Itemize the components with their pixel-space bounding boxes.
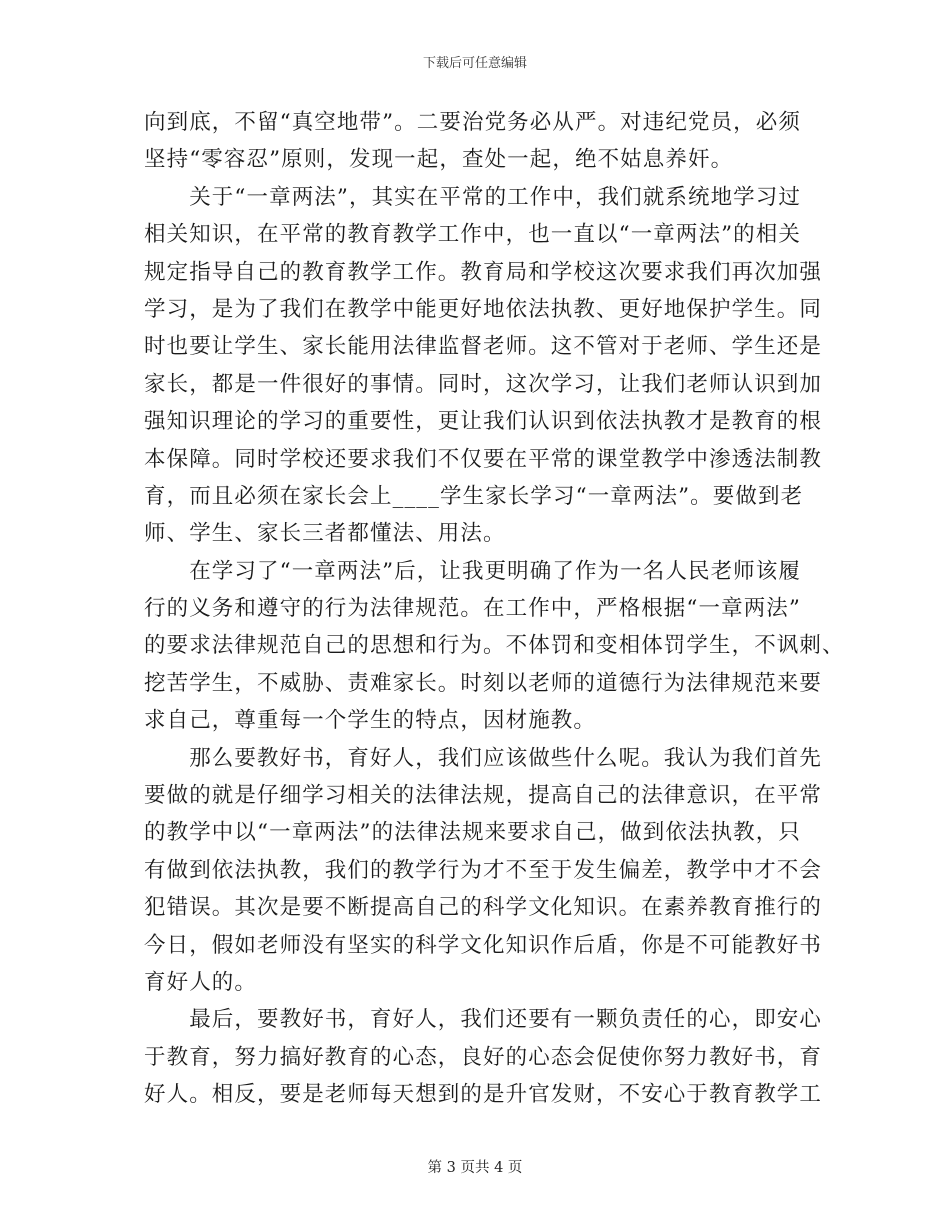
text-line: 家长，都是一件很好的事情。同时，这次学习，让我们老师认识到加 (144, 371, 823, 397)
text-line: 本保障。同时学校还要求我们不仅要在平常的课堂教学中渗透法制教 (144, 446, 823, 472)
page-footer: 第 3 页共 4 页 (427, 1160, 523, 1176)
text-line: 求自己，尊重每一个学生的特点，因材施教。 (144, 708, 597, 734)
text-line: 挖苦学生，不威胁、责难家长。时刻以老师的道德行为法律规范来要 (144, 670, 823, 696)
text-line: 育，而且必须在家长会上____学生家长学习“一章两法”。要做到老 (144, 483, 804, 509)
text-line: 行的义务和遵守的行为法律规范。在工作中，严格根据“一章两法” (144, 596, 801, 622)
text-line: 时也要让学生、家长能用法律监督老师。这不管对于老师、学生还是 (144, 334, 823, 360)
text-line: 强知识理论的学习的重要性，更让我们认识到依法执教才是教育的根 (144, 409, 823, 435)
text-line: 育好人的。 (144, 969, 258, 995)
text-line: 在学习了“一章两法”后，让我更明确了作为一名人民老师该履 (144, 558, 801, 584)
text-line: 相关知识，在平常的教育教学工作中，也一直以“一章两法”的相关 (144, 222, 801, 248)
text-line: 师、学生、家长三者都懂法、用法。 (144, 521, 506, 547)
text-line: 关于“一章两法”，其实在平常的工作中，我们就系统地学习过 (144, 184, 801, 210)
text-line: 的要求法律规范自己的思想和行为。不体罚和变相体罚学生，不讽刺、 (144, 633, 845, 659)
text-line: 那么要教好书，育好人，我们应该做些什么呢。我认为我们首先 (144, 745, 823, 771)
text-line: 有做到依法执教，我们的教学行为才不至于发生偏差，教学中才不会 (144, 857, 823, 883)
text-line: 的教学中以“一章两法”的法律法规来要求自己，做到依法执教，只 (144, 820, 801, 846)
text-line: 学习，是为了我们在教学中能更好地依法执教、更好地保护学生。同 (144, 296, 823, 322)
document-body (144, 104, 845, 1114)
text-line: 坚持“零容忍”原则，发现一起，查处一起，绝不姑息养奸。 (144, 147, 734, 173)
text-line: 向到底，不留“真空地带”。二要治党务必从严。对违纪党员，必须 (144, 110, 801, 135)
text-line: 犯错误。其次是要不断提高自己的科学文化知识。在素养教育推行的 (144, 895, 823, 921)
text-line: 要做的就是仔细学习相关的法律法规，提高自己的法律意识，在平常 (144, 783, 823, 809)
text-line: 好人。相反，要是老师每天想到的是升官发财，不安心于教育教学工 (144, 1082, 823, 1108)
text-line: 规定指导自己的教育教学工作。教育局和学校这次要求我们再次加强 (144, 259, 823, 285)
text-line: 于教育，努力搞好教育的心态，良好的心态会促使你努力教好书，育 (144, 1044, 823, 1070)
text-line: 最后，要教好书，育好人，我们还要有一颗负责任的心，即安心 (144, 1007, 823, 1033)
page-header: 下载后可任意编辑 (422, 56, 527, 71)
text-line: 今日，假如老师没有坚实的科学文化知识作后盾，你是不可能教好书 (144, 932, 823, 958)
